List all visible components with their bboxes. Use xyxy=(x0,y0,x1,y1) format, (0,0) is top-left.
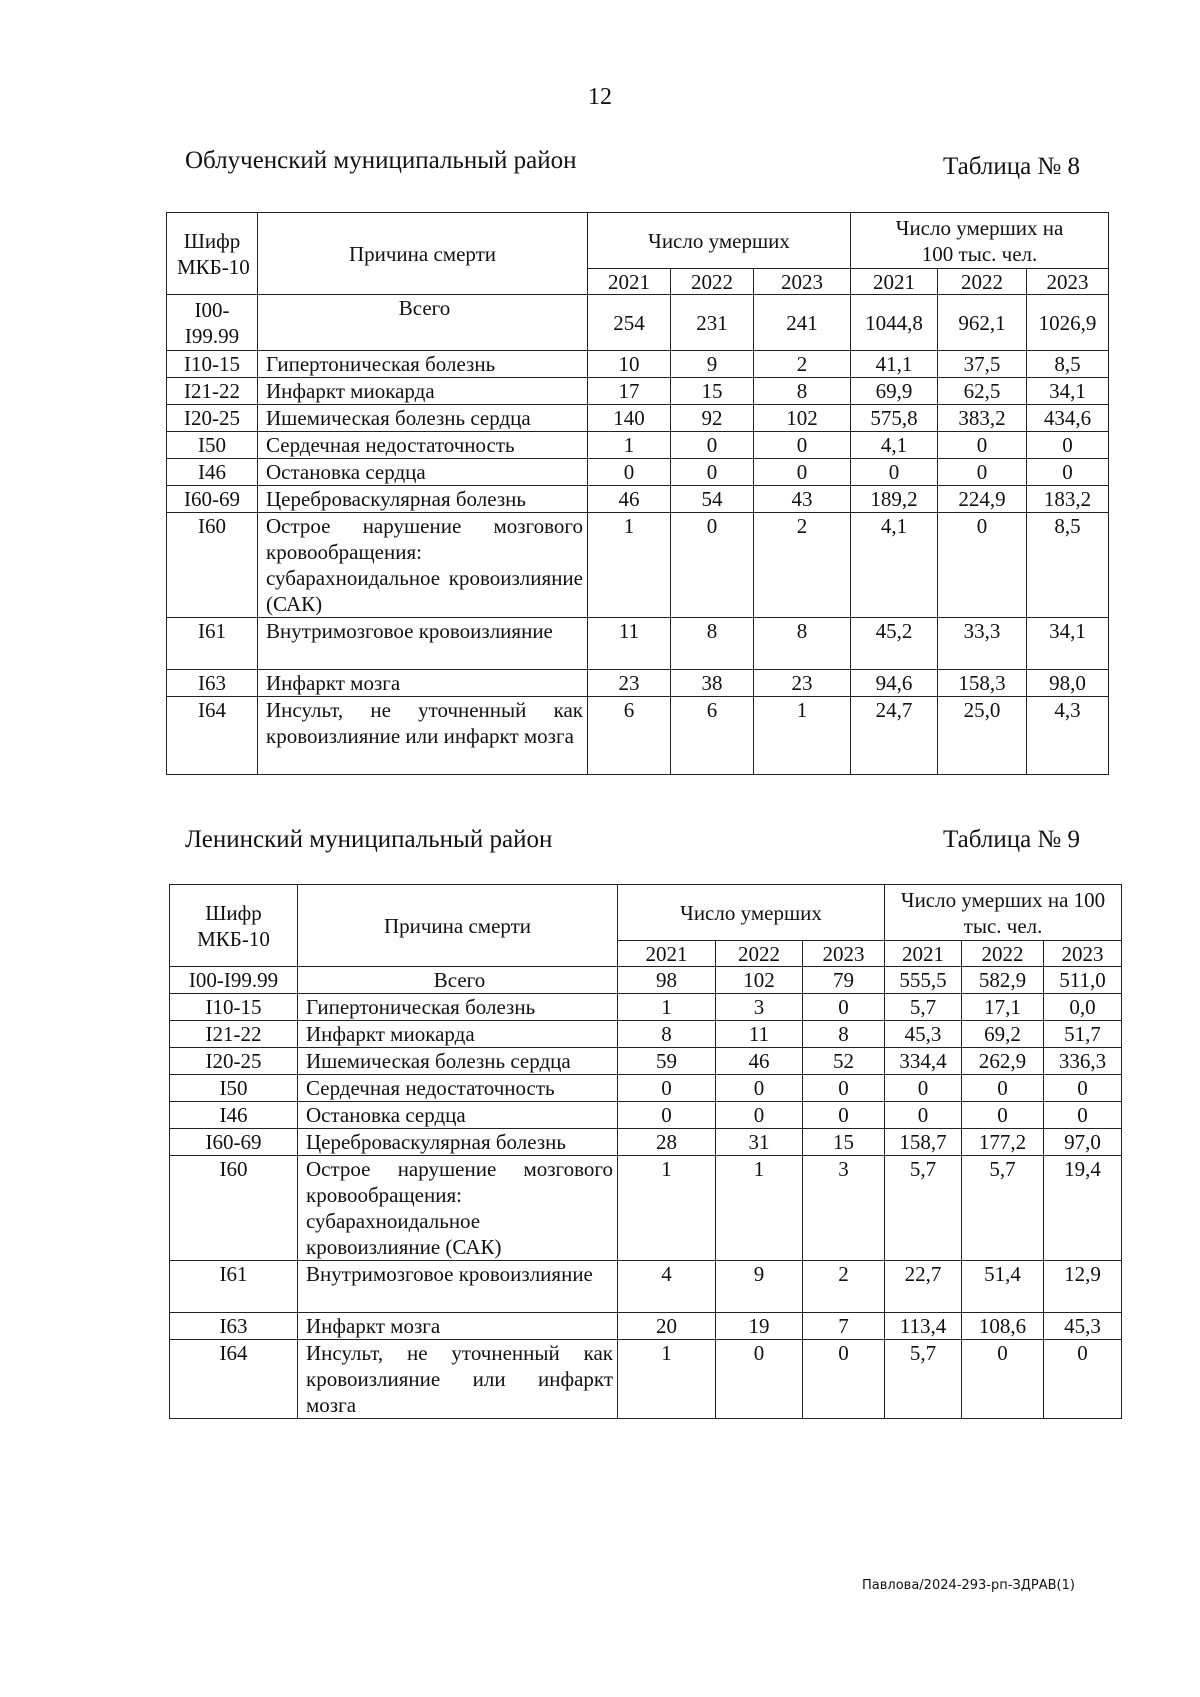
death-rate-cell: 0 xyxy=(851,459,938,486)
table-row xyxy=(167,432,1109,459)
deaths-count-cell: 0 xyxy=(671,432,754,459)
table-row xyxy=(167,405,1109,432)
deaths-count-cell: 98 xyxy=(618,967,716,994)
cause-cell: Остановка сердца xyxy=(298,1102,618,1129)
death-rate-cell: 98,0 xyxy=(1027,670,1109,697)
cause-cell: Внутримозговое кровоизлияние xyxy=(258,618,588,670)
year-header: 2021 xyxy=(618,941,716,967)
table-row xyxy=(170,1021,1122,1048)
icd-code-cell: I20-25 xyxy=(167,405,258,432)
district-title-8: Облученский муниципальный район xyxy=(185,147,577,174)
header-cause: Причина смерти xyxy=(298,885,618,967)
death-rate-cell: 383,2 xyxy=(938,405,1027,432)
table-row xyxy=(167,513,1109,618)
cause-cell: Цереброваскулярная болезнь xyxy=(298,1129,618,1156)
death-rate-cell: 555,5 xyxy=(885,967,962,994)
header-rate: Число умерших на 100 тыс. чел. xyxy=(885,885,1122,941)
death-rate-cell: 0 xyxy=(938,513,1027,618)
death-rate-cell: 0,0 xyxy=(1044,994,1122,1021)
death-rate-cell: 97,0 xyxy=(1044,1129,1122,1156)
cause-cell: Всего xyxy=(258,295,588,351)
death-rate-cell: 183,2 xyxy=(1027,486,1109,513)
death-rate-cell: 34,1 xyxy=(1027,618,1109,670)
table-row xyxy=(167,697,1109,775)
death-rate-cell: 0 xyxy=(938,459,1027,486)
death-rate-cell: 5,7 xyxy=(885,994,962,1021)
deaths-count-cell: 0 xyxy=(671,459,754,486)
year-header: 2021 xyxy=(588,269,671,295)
death-rate-cell: 19,4 xyxy=(1044,1156,1122,1261)
deaths-count-cell: 15 xyxy=(671,378,754,405)
deaths-count-cell: 0 xyxy=(803,1340,885,1419)
icd-code-cell: I64 xyxy=(170,1340,298,1419)
cause-cell: Ишемическая болезнь сердца xyxy=(258,405,588,432)
icd-code-cell: I46 xyxy=(167,459,258,486)
year-header: 2022 xyxy=(962,941,1044,967)
death-rate-cell: 0 xyxy=(885,1075,962,1102)
deaths-count-cell: 11 xyxy=(716,1021,803,1048)
death-rate-cell: 5,7 xyxy=(885,1340,962,1419)
cause-cell: Всего xyxy=(298,967,618,994)
death-rate-cell: 0 xyxy=(962,1075,1044,1102)
year-header: 2023 xyxy=(754,269,851,295)
death-rate-cell: 34,1 xyxy=(1027,378,1109,405)
death-rate-cell: 0 xyxy=(962,1102,1044,1129)
table-row xyxy=(167,486,1109,513)
deaths-count-cell: 3 xyxy=(716,994,803,1021)
death-rate-cell: 1044,8 xyxy=(851,295,938,351)
icd-code-cell: I63 xyxy=(170,1313,298,1340)
year-header: 2022 xyxy=(716,941,803,967)
death-rate-cell: 0 xyxy=(1044,1102,1122,1129)
death-rate-cell: 336,3 xyxy=(1044,1048,1122,1075)
death-rate-cell: 51,7 xyxy=(1044,1021,1122,1048)
table-label-9: Таблица № 9 xyxy=(943,826,1081,853)
icd-code-cell: I61 xyxy=(167,618,258,670)
table-row xyxy=(170,967,1122,994)
deaths-count-cell: 1 xyxy=(588,513,671,618)
table-label-8: Таблица № 8 xyxy=(943,153,1081,180)
deaths-count-cell: 2 xyxy=(754,351,851,378)
deaths-count-cell: 2 xyxy=(803,1261,885,1313)
icd-code-cell: I64 xyxy=(167,697,258,775)
death-rate-cell: 69,2 xyxy=(962,1021,1044,1048)
death-rate-cell: 189,2 xyxy=(851,486,938,513)
death-rate-cell: 0 xyxy=(1027,432,1109,459)
deaths-count-cell: 79 xyxy=(803,967,885,994)
death-rate-cell: 158,7 xyxy=(885,1129,962,1156)
deaths-count-cell: 8 xyxy=(803,1021,885,1048)
icd-code-cell: I60-69 xyxy=(167,486,258,513)
death-rate-cell: 8,5 xyxy=(1027,513,1109,618)
header-cause: Причина смерти xyxy=(258,213,588,295)
death-rate-cell: 17,1 xyxy=(962,994,1044,1021)
death-rate-cell: 25,0 xyxy=(938,697,1027,775)
death-rate-cell: 334,4 xyxy=(885,1048,962,1075)
cause-cell: Внутримозговое кровоизлияние xyxy=(298,1261,618,1313)
icd-code-cell: I21-22 xyxy=(167,378,258,405)
table-row xyxy=(170,1075,1122,1102)
deaths-count-cell: 2 xyxy=(754,513,851,618)
cause-cell: Острое нарушение мозгового кровообращения: субарахноидальное кровоизлияние (САК) xyxy=(298,1156,618,1261)
death-rate-cell: 4,3 xyxy=(1027,697,1109,775)
deaths-count-cell: 11 xyxy=(588,618,671,670)
page-number: 12 xyxy=(588,84,612,110)
death-rate-cell: 434,6 xyxy=(1027,405,1109,432)
death-rate-cell: 0 xyxy=(1027,459,1109,486)
deaths-count-cell: 0 xyxy=(618,1075,716,1102)
cause-cell: Сердечная недостаточность xyxy=(258,432,588,459)
deaths-count-cell: 3 xyxy=(803,1156,885,1261)
deaths-count-cell: 0 xyxy=(618,1102,716,1129)
deaths-count-cell: 1 xyxy=(618,1340,716,1419)
death-rate-cell: 8,5 xyxy=(1027,351,1109,378)
deaths-count-cell: 15 xyxy=(803,1129,885,1156)
deaths-count-cell: 9 xyxy=(716,1261,803,1313)
deaths-count-cell: 0 xyxy=(588,459,671,486)
cause-cell: Ишемическая болезнь сердца xyxy=(298,1048,618,1075)
deaths-count-cell: 6 xyxy=(671,697,754,775)
icd-code-cell: I00-I99.99 xyxy=(170,967,298,994)
header-deaths: Число умерших xyxy=(618,885,885,941)
death-rate-cell: 62,5 xyxy=(938,378,1027,405)
death-rate-cell: 45,2 xyxy=(851,618,938,670)
deaths-count-cell: 8 xyxy=(671,618,754,670)
deaths-count-cell: 0 xyxy=(754,432,851,459)
death-rate-cell: 69,9 xyxy=(851,378,938,405)
icd-code-cell: I60 xyxy=(170,1156,298,1261)
death-rate-cell: 158,3 xyxy=(938,670,1027,697)
deaths-count-cell: 254 xyxy=(588,295,671,351)
icd-code-cell: I10-15 xyxy=(167,351,258,378)
deaths-count-cell: 0 xyxy=(803,1075,885,1102)
deaths-count-cell: 38 xyxy=(671,670,754,697)
deaths-count-cell: 20 xyxy=(618,1313,716,1340)
cause-cell: Инсульт, не уточненный как кровоизлияние или инфаркт мозга xyxy=(298,1340,618,1419)
deaths-count-cell: 8 xyxy=(754,378,851,405)
deaths-count-cell: 8 xyxy=(618,1021,716,1048)
death-rate-cell: 0 xyxy=(938,432,1027,459)
cause-cell: Цереброваскулярная болезнь xyxy=(258,486,588,513)
icd-code-cell: I50 xyxy=(170,1075,298,1102)
deaths-count-cell: 1 xyxy=(754,697,851,775)
cause-cell: Инфаркт миокарда xyxy=(258,378,588,405)
death-rate-cell: 177,2 xyxy=(962,1129,1044,1156)
deaths-count-cell: 8 xyxy=(754,618,851,670)
death-rate-cell: 1026,9 xyxy=(1027,295,1109,351)
icd-code-cell: I20-25 xyxy=(170,1048,298,1075)
death-rate-cell: 41,1 xyxy=(851,351,938,378)
death-rate-cell: 45,3 xyxy=(885,1021,962,1048)
deaths-count-cell: 1 xyxy=(588,432,671,459)
death-rate-cell: 51,4 xyxy=(962,1261,1044,1313)
death-rate-cell: 4,1 xyxy=(851,432,938,459)
district-title-9: Ленинский муниципальный район xyxy=(185,826,553,853)
table-row xyxy=(167,295,1109,351)
deaths-count-cell: 17 xyxy=(588,378,671,405)
death-rate-cell: 12,9 xyxy=(1044,1261,1122,1313)
deaths-count-cell: 9 xyxy=(671,351,754,378)
cause-cell: Гипертоническая болезнь xyxy=(258,351,588,378)
year-header: 2022 xyxy=(671,269,754,295)
year-header: 2022 xyxy=(938,269,1027,295)
death-rate-cell: 94,6 xyxy=(851,670,938,697)
year-header: 2023 xyxy=(1027,269,1109,295)
year-header: 2023 xyxy=(803,941,885,967)
table-row xyxy=(170,1156,1122,1261)
header-rate: Число умерших на 100 тыс. чел. xyxy=(851,213,1109,269)
death-rate-cell: 0 xyxy=(1044,1340,1122,1419)
deaths-count-cell: 102 xyxy=(716,967,803,994)
death-rate-cell: 4,1 xyxy=(851,513,938,618)
cause-cell: Инфаркт миокарда xyxy=(298,1021,618,1048)
death-rate-cell: 113,4 xyxy=(885,1313,962,1340)
header-code: Шифр МКБ-10 xyxy=(170,885,298,967)
death-rate-cell: 37,5 xyxy=(938,351,1027,378)
deaths-count-cell: 0 xyxy=(754,459,851,486)
cause-cell: Сердечная недостаточность xyxy=(298,1075,618,1102)
death-rate-cell: 0 xyxy=(1044,1075,1122,1102)
deaths-count-cell: 46 xyxy=(716,1048,803,1075)
deaths-count-cell: 0 xyxy=(716,1075,803,1102)
death-rate-cell: 582,9 xyxy=(962,967,1044,994)
death-rate-cell: 224,9 xyxy=(938,486,1027,513)
cause-cell: Остановка сердца xyxy=(258,459,588,486)
year-header: 2023 xyxy=(1044,941,1122,967)
table-row xyxy=(170,1261,1122,1313)
death-rate-cell: 511,0 xyxy=(1044,967,1122,994)
icd-code-cell: I46 xyxy=(170,1102,298,1129)
deaths-count-cell: 0 xyxy=(803,994,885,1021)
table-row xyxy=(170,994,1122,1021)
deaths-count-cell: 10 xyxy=(588,351,671,378)
death-rate-cell: 45,3 xyxy=(1044,1313,1122,1340)
deaths-count-cell: 0 xyxy=(671,513,754,618)
death-rate-cell: 5,7 xyxy=(885,1156,962,1261)
deaths-count-cell: 54 xyxy=(671,486,754,513)
cause-cell: Острое нарушение мозгового кровообращения: субарахноидальное кровоизлияние (САК) xyxy=(258,513,588,618)
deaths-count-cell: 31 xyxy=(716,1129,803,1156)
table-row xyxy=(170,1129,1122,1156)
document-reference: Павлова/2024-293-рп-ЗДРАВ(1) xyxy=(862,1578,1075,1593)
table-row xyxy=(170,1102,1122,1129)
deaths-count-cell: 1 xyxy=(716,1156,803,1261)
icd-code-cell: I21-22 xyxy=(170,1021,298,1048)
deaths-count-cell: 140 xyxy=(588,405,671,432)
header-deaths: Число умерших xyxy=(588,213,851,269)
death-rate-cell: 962,1 xyxy=(938,295,1027,351)
deaths-count-cell: 23 xyxy=(588,670,671,697)
icd-code-cell: I61 xyxy=(170,1261,298,1313)
deaths-count-cell: 6 xyxy=(588,697,671,775)
deaths-count-cell: 19 xyxy=(716,1313,803,1340)
deaths-count-cell: 0 xyxy=(716,1102,803,1129)
icd-code-cell: I50 xyxy=(167,432,258,459)
year-header: 2021 xyxy=(885,941,962,967)
deaths-count-cell: 46 xyxy=(588,486,671,513)
death-rate-cell: 0 xyxy=(885,1102,962,1129)
cause-cell: Инфаркт мозга xyxy=(258,670,588,697)
deaths-count-cell: 59 xyxy=(618,1048,716,1075)
table-row xyxy=(170,1313,1122,1340)
deaths-count-cell: 1 xyxy=(618,1156,716,1261)
deaths-count-cell: 1 xyxy=(618,994,716,1021)
table-row xyxy=(167,670,1109,697)
table-row xyxy=(170,1340,1122,1419)
table-row xyxy=(167,378,1109,405)
death-rate-cell: 108,6 xyxy=(962,1313,1044,1340)
deaths-count-cell: 92 xyxy=(671,405,754,432)
deaths-count-cell: 28 xyxy=(618,1129,716,1156)
cause-cell: Инсульт, не уточненный как кровоизлияние или инфаркт мозга xyxy=(258,697,588,775)
deaths-count-cell: 52 xyxy=(803,1048,885,1075)
death-rate-cell: 575,8 xyxy=(851,405,938,432)
table-row xyxy=(167,459,1109,486)
deaths-count-cell: 7 xyxy=(803,1313,885,1340)
icd-code-cell: I60 xyxy=(167,513,258,618)
deaths-count-cell: 43 xyxy=(754,486,851,513)
table-row xyxy=(170,1048,1122,1075)
death-rate-cell: 22,7 xyxy=(885,1261,962,1313)
table-row xyxy=(167,351,1109,378)
death-rate-cell: 33,3 xyxy=(938,618,1027,670)
deaths-count-cell: 102 xyxy=(754,405,851,432)
death-rate-cell: 0 xyxy=(962,1340,1044,1419)
icd-code-cell: I10-15 xyxy=(170,994,298,1021)
death-rate-cell: 24,7 xyxy=(851,697,938,775)
cause-cell: Инфаркт мозга xyxy=(298,1313,618,1340)
icd-code-cell: I00-I99.99 xyxy=(167,295,258,351)
deaths-count-cell: 0 xyxy=(803,1102,885,1129)
deaths-count-cell: 23 xyxy=(754,670,851,697)
cause-cell: Гипертоническая болезнь xyxy=(298,994,618,1021)
deaths-count-cell: 231 xyxy=(671,295,754,351)
deaths-count-cell: 4 xyxy=(618,1261,716,1313)
header-code: Шифр МКБ-10 xyxy=(167,213,258,295)
year-header: 2021 xyxy=(851,269,938,295)
icd-code-cell: I60-69 xyxy=(170,1129,298,1156)
deaths-count-cell: 241 xyxy=(754,295,851,351)
mortality-table-9 xyxy=(169,884,1122,1419)
death-rate-cell: 5,7 xyxy=(962,1156,1044,1261)
table-row xyxy=(167,618,1109,670)
mortality-table-8 xyxy=(166,212,1109,775)
death-rate-cell: 262,9 xyxy=(962,1048,1044,1075)
icd-code-cell: I63 xyxy=(167,670,258,697)
deaths-count-cell: 0 xyxy=(716,1340,803,1419)
